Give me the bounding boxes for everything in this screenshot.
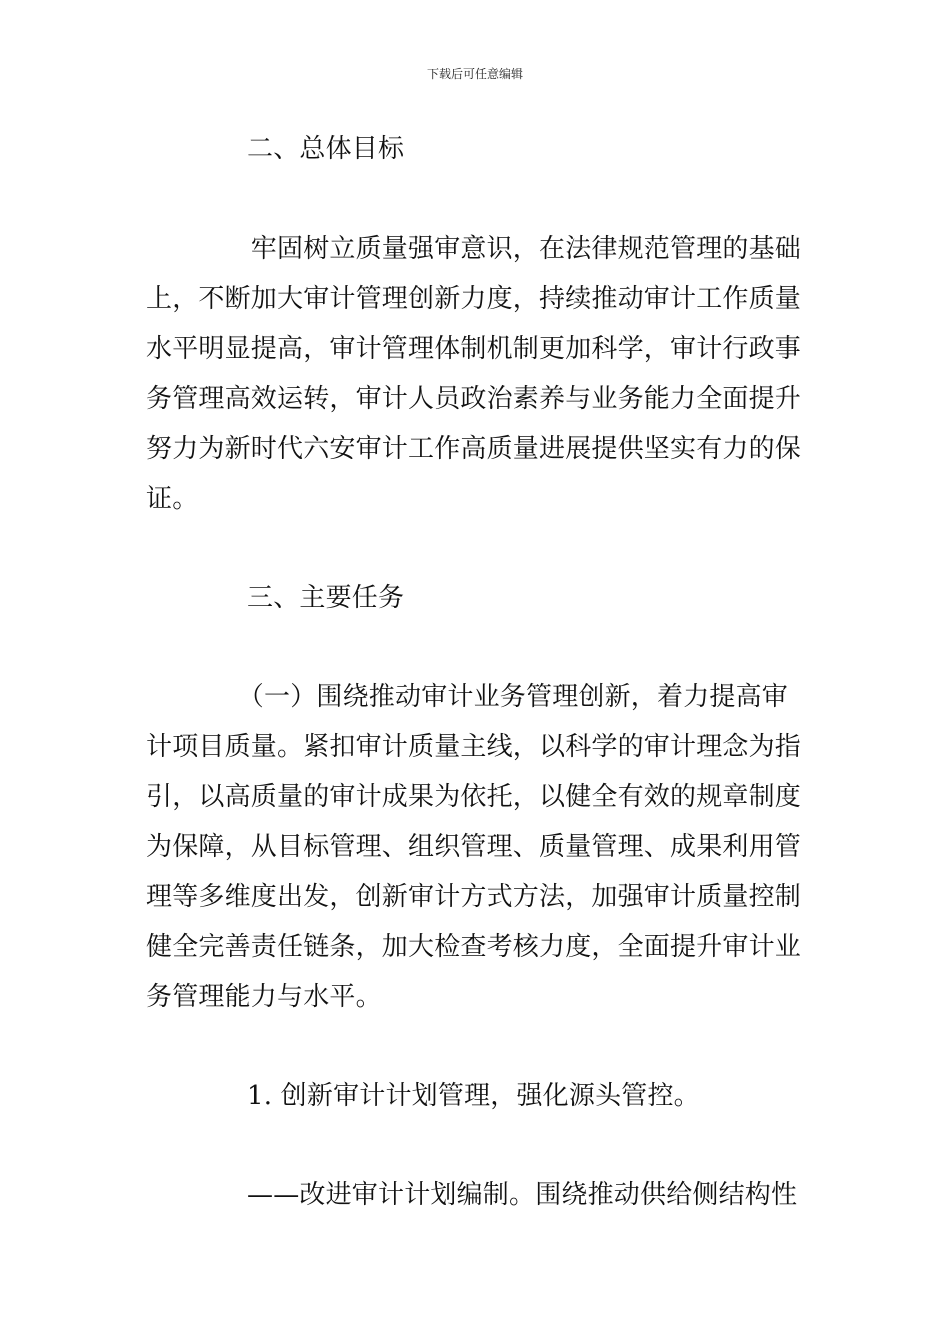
section-heading-overall-goals: 二、总体目标	[247, 134, 405, 164]
paragraph-line: 引，以高质量的审计成果为依托，以健全有效的规章制度	[146, 782, 802, 812]
paragraph-line: 为保障，从目标管理、组织管理、质量管理、成果利用管	[146, 832, 802, 862]
page-header-note: 下载后可任意编辑	[426, 67, 523, 81]
paragraph-line: （一）围绕推动审计业务管理创新，着力提高审	[146, 682, 789, 712]
list-item-1: 1. 创新审计计划管理，强化源头管控。	[247, 1081, 700, 1111]
paragraph-line: 理等多维度出发，创新审计方式方法，加强审计质量控制	[146, 882, 802, 912]
list-item-1-sub: ——改进审计计划编制。围绕推动供给侧结构性	[247, 1180, 798, 1210]
paragraph-line: 水平明显提高，审计管理体制机制更加科学，审计行政事	[146, 334, 802, 364]
paragraph-line: 牢固树立质量强审意识，在法律规范管理的基础	[146, 234, 802, 264]
paragraph-line: 务管理能力与水平。	[146, 982, 382, 1012]
paragraph-line: 上，不断加大审计管理创新力度，持续推动审计工作质量	[146, 284, 802, 314]
paragraph-line: 计项目质量。紧扣审计质量主线，以科学的审计理念为指	[146, 732, 802, 762]
paragraph-line: 证。	[146, 484, 199, 514]
paragraph-line: 努力为新时代六安审计工作高质量进展提供坚实有力的保	[146, 434, 802, 464]
paragraph-line: 务管理高效运转，审计人员政治素养与业务能力全面提升	[146, 384, 802, 414]
section-heading-main-tasks: 三、主要任务	[247, 583, 405, 613]
paragraph-line: 健全完善责任链条，加大检查考核力度，全面提升审计业	[146, 932, 802, 962]
